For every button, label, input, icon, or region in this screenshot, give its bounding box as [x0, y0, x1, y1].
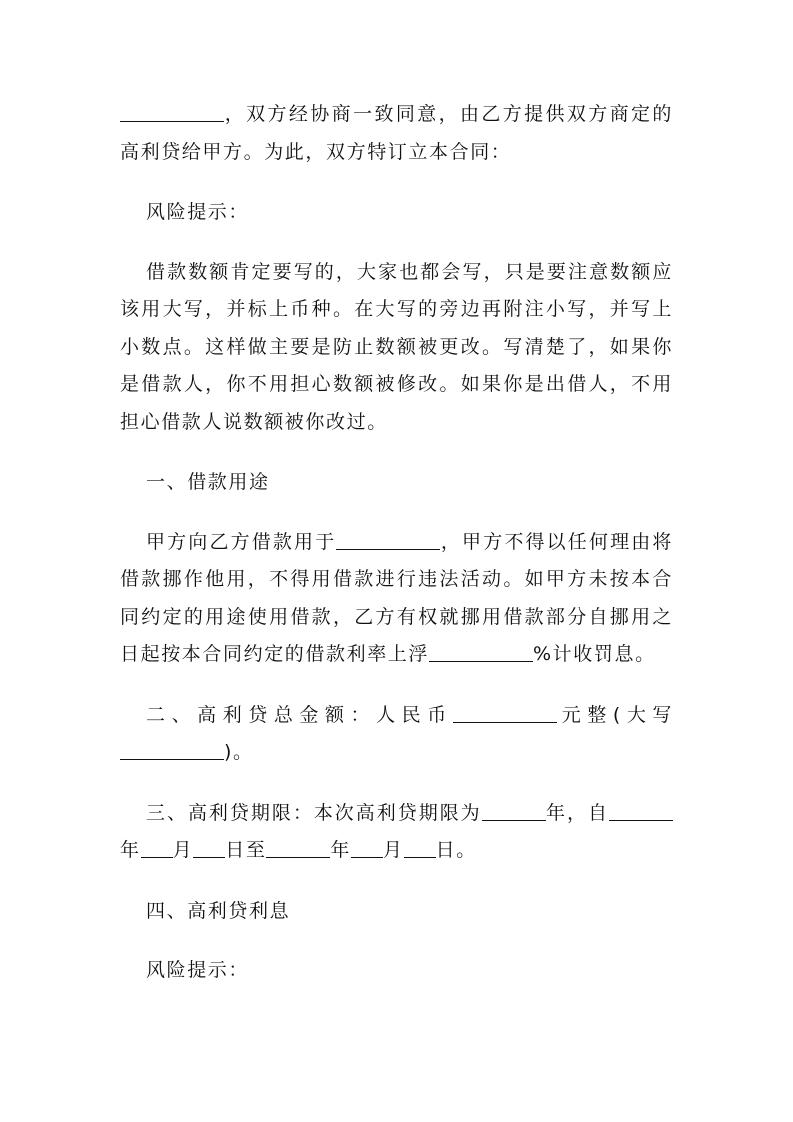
usage-text-c: %计收罚息。 — [533, 643, 656, 665]
blank-field — [351, 839, 383, 858]
section-heading-usage: 一、借款用途 — [146, 471, 270, 493]
amount-text-c: )。 — [224, 741, 254, 763]
usage-text-b: ，甲方不得以任何理由将借款挪作他用，不得用借款进行违法活动。如甲方未按本合同约定的用途使用借款，乙方有权就挪用借款部分自挪用之日起按本合同约定的借款利率上浮 — [120, 530, 673, 665]
paragraph-gap — [120, 232, 673, 254]
amount-line — [120, 697, 673, 735]
blank-field — [336, 531, 440, 550]
amount-text-a: 二、高利贷总金额：人民币 — [146, 703, 453, 726]
intro-text: ，双方经协商一致同意，由乙方提供双方商定的高利贷给甲方。为此，双方特订立本合同： — [120, 103, 673, 163]
paragraph-gap — [120, 870, 673, 893]
paragraph-gap — [120, 171, 673, 194]
blank-field — [429, 643, 533, 662]
section-heading-interest: 四、高利贷利息 — [146, 899, 291, 922]
blank-field — [453, 704, 557, 723]
document-page — [120, 96, 673, 990]
blank-field — [141, 839, 173, 858]
risk-paragraph: 借款数额肯定要写的，大家也都会写，只是要注意数额应该用大写，并标上币种。在大写的旁边再附注小写，并写上小数点。这样做主要是防止数额被更改。写清楚了，如果你是借款人，你不用担心数额被修改。如果你是出借人，不用担心借款人说数额被你改过。 — [120, 260, 673, 433]
blank-field — [120, 741, 224, 760]
paragraph-gap — [120, 502, 673, 524]
paragraph-gap — [120, 441, 673, 464]
amount-text-b: 元整(大写 — [556, 703, 673, 726]
term-text-d: 月 — [172, 839, 194, 861]
paragraph-gap — [120, 772, 673, 795]
term-text-c: 年 — [120, 839, 141, 861]
risk-heading-1: 风险提示： — [146, 201, 250, 223]
blank-field — [120, 103, 224, 122]
usage-paragraph — [120, 524, 673, 674]
term-text-b: 年，自 — [545, 801, 609, 824]
paragraph-gap — [120, 930, 673, 952]
blank-field — [482, 802, 546, 821]
term-text-g: 月 — [383, 839, 404, 861]
intro-paragraph — [120, 96, 673, 171]
blank-field — [404, 839, 436, 858]
term-text-h: 日。 — [435, 839, 477, 861]
term-text-f: 年 — [330, 839, 352, 861]
blank-field — [193, 839, 225, 858]
blank-field — [266, 839, 330, 858]
risk-heading-2: 风险提示： — [146, 959, 250, 981]
paragraph-gap — [120, 674, 673, 697]
term-text-e: 日至 — [225, 839, 267, 861]
term-paragraph — [120, 795, 673, 870]
usage-text-a: 甲方向乙方借款用于 — [146, 530, 337, 553]
amount-line-2 — [120, 734, 673, 772]
blank-field — [609, 802, 673, 821]
term-text-a: 三、高利贷期限：本次高利贷期限为 — [146, 801, 482, 824]
